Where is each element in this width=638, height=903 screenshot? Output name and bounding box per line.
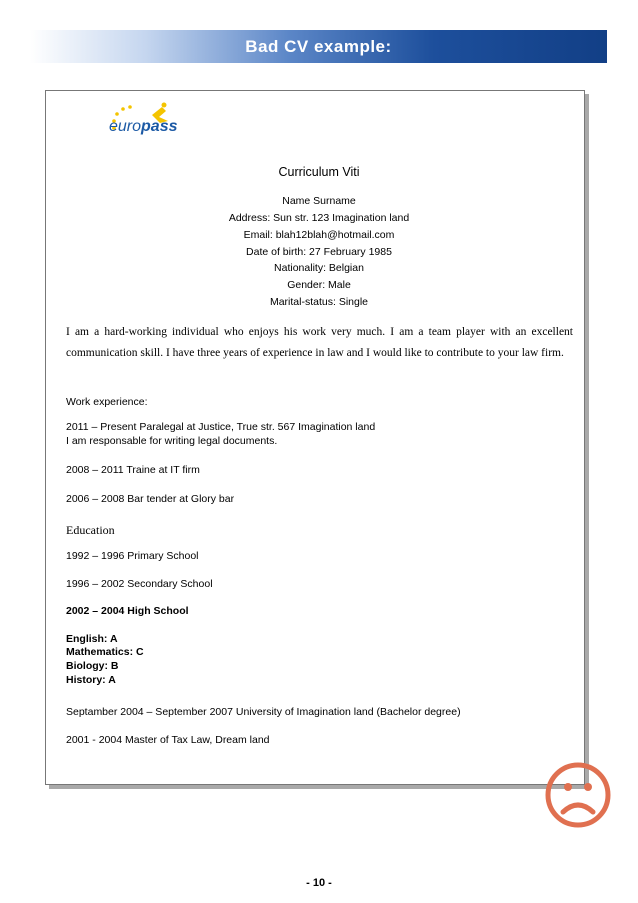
banner-title: Bad CV example: [245, 37, 392, 56]
education-entry-5: 2001 - 2004 Master of Tax Law, Dream land [66, 734, 270, 746]
cv-title: Curriculum Viti [278, 165, 360, 179]
work-entry-1-description: I am responsable for writing legal documents. [66, 435, 278, 447]
cv-name: Name Surname [282, 195, 356, 207]
cv-address: Address: Sun str. 123 Imagination land [228, 212, 410, 224]
grade-biology: Biology: B [66, 660, 119, 672]
education-entry-1: 1992 – 1996 Primary School [66, 550, 199, 562]
grade-english: English: A [66, 633, 118, 645]
grade-mathematics: Mathematics: C [66, 646, 144, 658]
cv-intro-paragraph: I am a hard-working individual who enjoys his work very much. I am a team player with an excellent communication skill. I have three years of experience in law and I would like to contribute to your law firm. [66, 326, 573, 359]
education-heading: Education [66, 523, 115, 537]
sad-face-icon [543, 760, 613, 830]
work-heading: Work experience: [66, 396, 148, 408]
work-entry-1: 2011 – Present Paralegal at Justice, True str. 567 Imagination land [66, 421, 376, 433]
education-entry-4: Septamber 2004 – September 2007 University of Imagination land (Bachelor degree) [66, 706, 461, 718]
cv-dob: Date of birth: 27 February 1985 [246, 246, 392, 258]
work-entry-2: 2008 – 2011 Traine at IT firm [66, 464, 200, 476]
page-number: - 10 - [306, 877, 332, 889]
grade-history: History: A [66, 674, 116, 686]
cv-email: Email: blah12blah@hotmail.com [243, 229, 395, 241]
cv-marital-status: Marital-status: Single [269, 296, 369, 308]
cv-nationality: Nationality: Belgian [274, 262, 364, 274]
education-entry-3: 2002 – 2004 High School [66, 605, 189, 617]
europass-logo-text: europass [109, 118, 178, 135]
education-entry-2: 1996 – 2002 Secondary School [66, 578, 213, 590]
cv-gender: Gender: Male [287, 279, 351, 291]
title-banner [30, 30, 607, 63]
work-entry-3: 2006 – 2008 Bar tender at Glory bar [66, 493, 235, 505]
